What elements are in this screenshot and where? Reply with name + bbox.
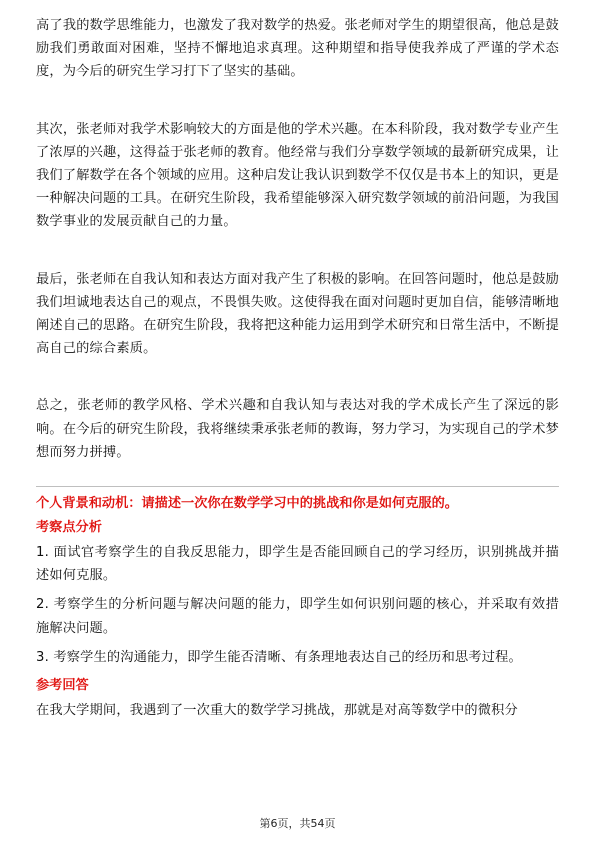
answer-text: 在我大学期间，我遇到了一次重大的数学学习挑战，那就是对高等数学中的微积分 — [36, 703, 518, 719]
analysis-item-3: 3. 考察学生的沟通能力，即学生能否清晰、有条理地表达自己的经历和思考过程。 — [36, 649, 522, 665]
analysis-item-1: 1. 面试官考察学生的自我反思能力，即学生是否能回顾自己的学习经历，识别挑战并描述如何克服。 — [36, 545, 559, 584]
analysis-title: 考察点分析 — [36, 520, 102, 536]
section-divider — [36, 486, 559, 487]
analysis-item-2: 2. 考察学生的分析问题与解决问题的能力，即学生如何识别问题的核心，并采取有效措施解决问题。 — [36, 597, 559, 636]
body-paragraph-1: 高了我的数学思维能力，也激发了我对数学的热爱。张老师对学生的期望很高，他总是鼓励我们勇敢面对困难，坚持不懈地追求真理。这种期望和指导使我养成了严谨的学术态度，为今后的研究生学习打下了坚实的基础。 — [36, 18, 559, 80]
document-page — [36, 14, 559, 722]
question-heading: 个人背景和动机：请描述一次你在数学学习中的挑战和你是如何克服的。 — [36, 496, 458, 512]
body-paragraph-3: 最后，张老师在自我认知和表达方面对我产生了积极的影响。在回答问题时，他总是鼓励我们坦诚地表达自己的观点，不畏惧失败。这使得我在面对问题时更加自信，能够清晰地阐述自己的思路。在研究生阶段，我将把这种能力运用到学术研究和日常生活中，不断提高自己的综合素质。 — [36, 271, 559, 357]
body-paragraph-4: 总之，张老师的教学风格、学术兴趣和自我认知与表达对我的学术成长产生了深远的影响。在今后的研究生阶段，我将继续秉承张老师的教诲，努力学习，为实现自己的学术梦想而努力拼搏。 — [36, 398, 559, 460]
page-footer: 第6页，共54页 — [259, 817, 336, 830]
answer-title: 参考回答 — [36, 678, 89, 694]
body-paragraph-2: 其次，张老师对我学术影响较大的方面是他的学术兴趣。在本科阶段，我对数学专业产生了浓厚的兴趣，这得益于张老师的教育。他经常与我们分享数学领域的最新研究成果，让我们了解数学在各个领域的应用。这种启发让我认识到数学不仅仅是书本上的知识，更是一种解决问题的工具。在研究生阶段，我希望能够深入研究数学领域的前沿问题，为我国数学事业的发展贡献自己的力量。 — [36, 121, 559, 230]
